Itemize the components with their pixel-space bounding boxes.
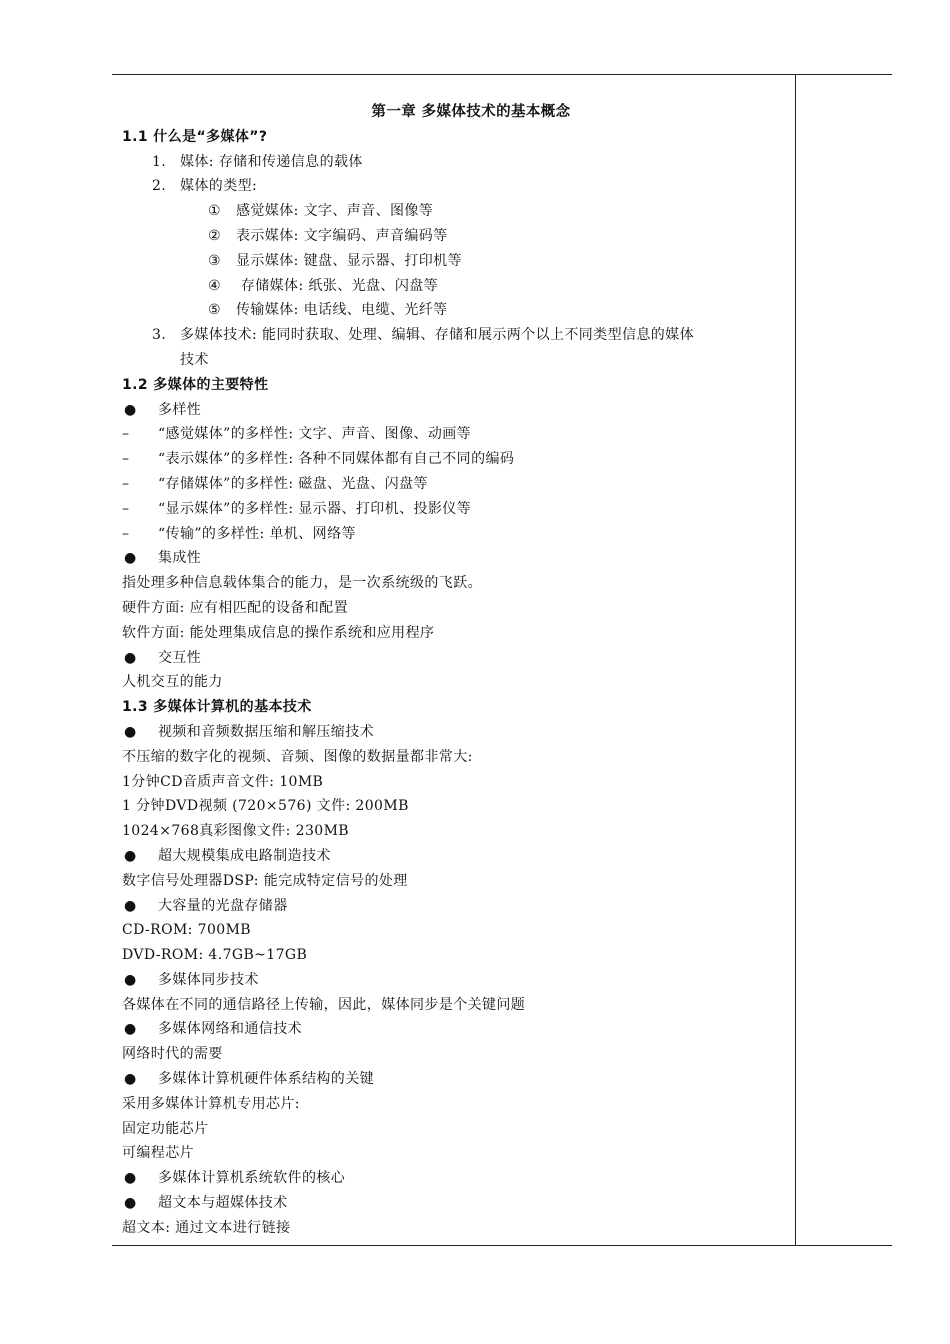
bullet-item <box>122 1166 790 1191</box>
list-marker: ● <box>124 401 137 418</box>
circled-item <box>122 199 790 224</box>
circled-item <box>122 249 790 274</box>
list-marker: – <box>122 525 130 542</box>
paragraph-line: 硬件方面: 应有相匹配的设备和配置 <box>122 599 348 616</box>
list-marker: ② <box>208 227 221 244</box>
circled-item <box>122 274 790 299</box>
paragraph-line: 数字信号处理器DSP: 能完成特定信号的处理 <box>122 872 408 889</box>
section-heading: 1.3 多媒体计算机的基本技术 <box>122 699 312 716</box>
list-marker: ● <box>124 1021 137 1038</box>
list-item-text: 超文本与超媒体技术 <box>158 1195 288 1212</box>
list-marker: ● <box>124 847 137 864</box>
list-marker: – <box>122 475 130 492</box>
bullet-item <box>122 968 790 993</box>
paragraph-line: 固定功能芯片 <box>122 1120 209 1137</box>
bullet-item <box>122 398 790 423</box>
table-top-border <box>112 74 892 75</box>
list-item-text: 多媒体计算机系统软件的核心 <box>158 1170 346 1187</box>
numbered-item <box>122 323 790 348</box>
dash-item <box>122 422 790 447</box>
list-marker: ⑤ <box>208 302 221 319</box>
list-marker: 2. <box>152 178 167 195</box>
bullet-item <box>122 720 790 745</box>
paragraph-line: 人机交互的能力 <box>122 674 223 691</box>
paragraph-line: 超文本: 通过文本进行链接 <box>122 1219 291 1236</box>
list-item-text: 超大规模集成电路制造技术 <box>158 847 331 864</box>
list-item-text: 多样性 <box>158 401 202 418</box>
list-item-text: 视频和音频数据压缩和解压缩技术 <box>158 723 374 740</box>
list-item-text: 交互性 <box>158 649 202 666</box>
paragraph-line: 可编程芯片 <box>122 1145 194 1162</box>
list-item-text: 感觉媒体: 文字、声音、图像等 <box>236 203 434 220</box>
paragraph-line: 网络时代的需要 <box>122 1046 223 1063</box>
list-item-text: “存储媒体”的多样性: 磁盘、光盘、闪盘等 <box>158 475 428 492</box>
list-item-text: 存储媒体: 纸张、光盘、闪盘等 <box>236 277 439 294</box>
list-item-text: “表示媒体”的多样性: 各种不同媒体都有自己不同的编码 <box>158 451 515 468</box>
page-title: 第一章 多媒体技术的基本概念 <box>371 104 571 120</box>
list-item-text: “感觉媒体”的多样性: 文字、声音、图像、动画等 <box>158 426 472 443</box>
document-body <box>122 100 790 1241</box>
paragraph-line: 1 分钟DVD视频 (720×576) 文件: 200MB <box>122 798 409 815</box>
list-item-text: 多媒体技术: 能同时获取、处理、编辑、存储和展示两个以上不同类型信息的媒体 <box>180 327 694 344</box>
list-item-text: “传输”的多样性: 单机、网络等 <box>158 525 356 542</box>
bullet-item <box>122 1017 790 1042</box>
list-item-text: 传输媒体: 电话线、电缆、光纤等 <box>236 302 448 319</box>
paragraph-line: 采用多媒体计算机专用芯片: <box>122 1095 300 1112</box>
bullet-item <box>122 1067 790 1092</box>
list-item-text: 媒体: 存储和传递信息的载体 <box>180 153 363 170</box>
list-item-text: “显示媒体”的多样性: 显示器、打印机、投影仪等 <box>158 500 472 517</box>
table-column-divider <box>795 74 796 1246</box>
list-marker: 3. <box>152 327 167 344</box>
section-heading: 1.1 什么是“多媒体”? <box>122 128 268 145</box>
dash-item <box>122 522 790 547</box>
list-marker: – <box>122 451 130 468</box>
list-marker: ● <box>124 1195 137 1212</box>
paragraph-line: 1分钟CD音质声音文件: 10MB <box>122 773 324 790</box>
list-marker: ● <box>124 971 137 988</box>
numbered-item <box>122 174 790 199</box>
paragraph-line: CD-ROM: 700MB <box>122 922 251 939</box>
paragraph-line: 各媒体在不同的通信路径上传输，因此，媒体同步是个关键问题 <box>122 996 526 1013</box>
list-item-text: 多媒体网络和通信技术 <box>158 1021 302 1038</box>
list-item-text: 集成性 <box>158 550 202 567</box>
dash-item <box>122 497 790 522</box>
numbered-item <box>122 150 790 175</box>
bullet-item <box>122 646 790 671</box>
list-marker: ● <box>124 723 137 740</box>
list-marker: – <box>122 500 130 517</box>
bullet-item <box>122 844 790 869</box>
bullet-item <box>122 546 790 571</box>
continuation-line: 技术 <box>180 351 209 368</box>
list-marker: ④ <box>208 277 221 294</box>
paragraph-line: 指处理多种信息载体集合的能力，是一次系统级的飞跃。 <box>122 575 482 592</box>
list-item-text: 媒体的类型: <box>180 178 258 195</box>
bullet-item <box>122 1191 790 1216</box>
list-marker: ● <box>124 550 137 567</box>
list-marker: ① <box>208 203 221 220</box>
list-marker: ③ <box>208 252 221 269</box>
paragraph-line: 1024×768真彩图像文件: 230MB <box>122 823 349 840</box>
list-item-text: 表示媒体: 文字编码、声音编码等 <box>236 227 448 244</box>
paragraph-line: 不压缩的数字化的视频、音频、图像的数据量都非常大: <box>122 748 473 765</box>
dash-item <box>122 472 790 497</box>
list-marker: ● <box>124 1071 137 1088</box>
table-bottom-border <box>112 1245 892 1246</box>
bullet-item <box>122 894 790 919</box>
section-heading: 1.2 多媒体的主要特性 <box>122 376 269 393</box>
list-marker: 1. <box>152 153 167 170</box>
paragraph-line: DVD-ROM: 4.7GB~17GB <box>122 947 308 964</box>
list-item-text: 多媒体计算机硬件体系结构的关键 <box>158 1071 374 1088</box>
list-item-text: 大容量的光盘存储器 <box>158 897 288 914</box>
paragraph-line: 软件方面: 能处理集成信息的操作系统和应用程序 <box>122 624 435 641</box>
circled-item <box>122 224 790 249</box>
list-marker: ● <box>124 649 137 666</box>
list-marker: – <box>122 426 130 443</box>
list-marker: ● <box>124 897 137 914</box>
list-item-text: 多媒体同步技术 <box>158 971 259 988</box>
list-item-text: 显示媒体: 键盘、显示器、打印机等 <box>236 252 462 269</box>
dash-item <box>122 447 790 472</box>
circled-item <box>122 298 790 323</box>
list-marker: ● <box>124 1170 137 1187</box>
